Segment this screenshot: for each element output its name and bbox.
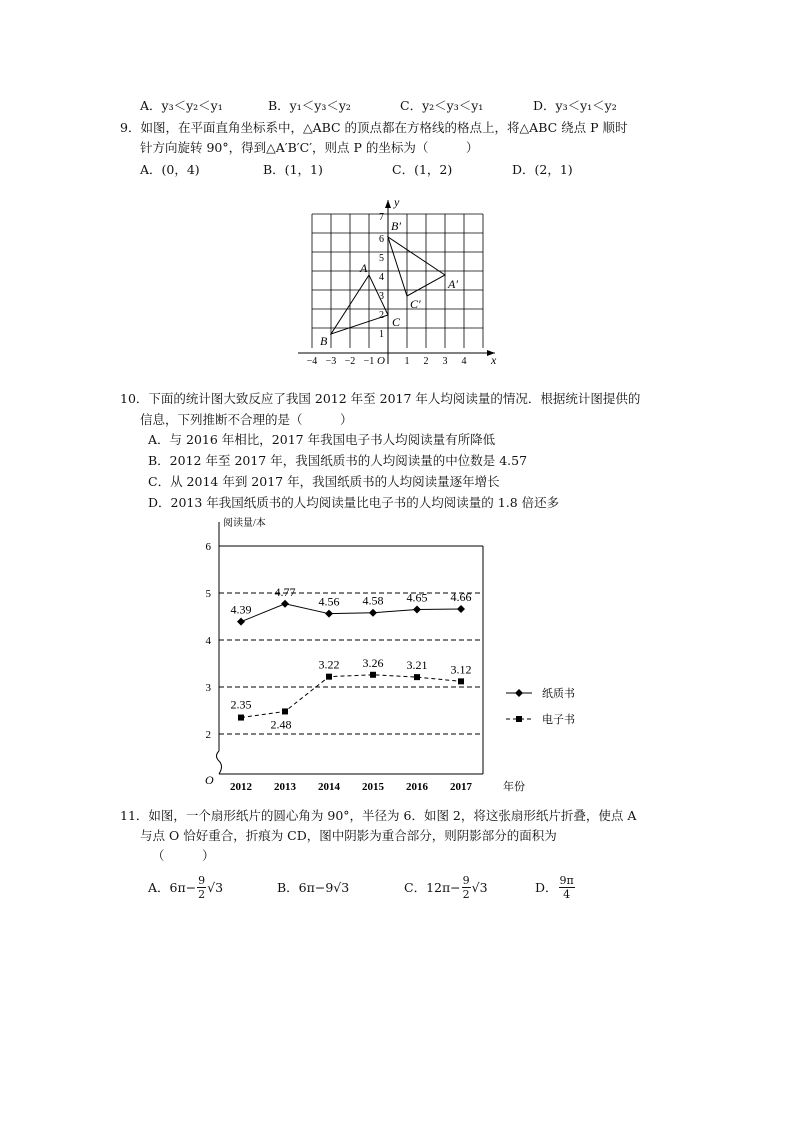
q9-x-ticks — [307, 356, 467, 367]
data-point — [370, 672, 376, 678]
data-label: 2.35 — [230, 697, 252, 712]
data-point — [281, 600, 289, 608]
radical: √3 — [471, 879, 488, 895]
data-label: 3.22 — [318, 657, 340, 672]
q10-option-b: B．2012 年至 2017 年，我国纸质书的人均阅读量的中位数是 4.57 — [148, 453, 528, 468]
chart-series — [231, 585, 472, 732]
q9-x-tick: 4 — [461, 356, 467, 367]
data-label: 3.12 — [450, 662, 472, 677]
q9-y-label: y — [394, 195, 400, 209]
data-label: 4.66 — [450, 589, 472, 604]
chart-y-tick-label: 2 — [205, 729, 211, 741]
q9-stem-line1: 9．如图，在平面直角坐标系中，△ABC 的顶点都在方格线的格点上，将△ABC 绕点 P 顺时 — [120, 120, 628, 135]
triangle-abc — [331, 275, 388, 334]
chart-x-label: 年份 — [503, 781, 525, 793]
radical: √3 — [207, 879, 224, 895]
q9-y-tick: 1 — [379, 329, 384, 340]
data-point — [282, 708, 288, 714]
q9-x-label: x — [491, 353, 497, 367]
q11-option-d-prefix: D． — [535, 880, 558, 895]
data-point — [457, 605, 465, 613]
q11-option-b-text: B．6π−9√3 — [277, 880, 350, 895]
q9-y-tick: 3 — [379, 291, 384, 302]
q9-y-tick: 7 — [379, 212, 384, 223]
chart-x-tick-label: 2017 — [450, 781, 472, 793]
q9-x-tick: −4 — [306, 356, 318, 367]
q11-option-c — [404, 872, 488, 902]
fraction-numerator: 9 — [198, 873, 206, 887]
q10-line-chart — [195, 512, 615, 797]
data-point — [326, 674, 332, 680]
fraction — [197, 874, 206, 901]
fraction-denominator: 2 — [198, 887, 206, 901]
chart-legend — [506, 686, 575, 726]
q10-option-d: D．2013 年我国纸质书的人均阅读量比电子书的人均阅读量的 1.8 倍还多 — [148, 495, 560, 510]
data-point — [458, 678, 464, 684]
point-label-b-prime: B′ — [391, 219, 401, 233]
data-point — [414, 674, 420, 680]
q11-option-d — [535, 872, 576, 902]
q9-y-tick: 5 — [379, 253, 384, 264]
chart-origin-label: O — [205, 773, 214, 787]
fraction-numerator: 9π — [559, 873, 574, 887]
legend-marker — [515, 689, 523, 697]
q9-x-tick: 1 — [404, 356, 410, 367]
fraction — [462, 874, 471, 901]
chart-axis-break — [217, 751, 222, 774]
chart-y-tick-label: 4 — [205, 635, 211, 647]
q9-y-tick: 2 — [379, 310, 384, 321]
data-point — [238, 715, 244, 721]
chart-y-label: 阅读量/本 — [223, 518, 266, 529]
q11-option-a-prefix: A．6π− — [148, 880, 197, 895]
q9-x-tick: 3 — [442, 356, 448, 367]
data-label: 4.39 — [230, 602, 252, 617]
q9-option-d: D．(2，1) — [512, 162, 573, 177]
point-label-c: C — [392, 315, 401, 329]
q11-stem-line1: 11．如图，一个扇形纸片的圆心角为 90°，半径为 6．如图 2，将这张扇形纸片折叠，使点 A — [120, 808, 637, 823]
q8-option-b: B．y₁＜y₃＜y₂ — [268, 98, 351, 113]
q10-stem-line1: 10．下面的统计图大致反应了我国 2012 年至 2017 年人均阅读量的情况．根据统计图提供的 — [120, 391, 641, 406]
legend-label: 电子书 — [542, 714, 575, 726]
data-point — [325, 610, 333, 618]
chart-y-tick-label: 5 — [205, 588, 211, 600]
data-label: 2.48 — [270, 717, 292, 732]
chart-y-tick-label: 6 — [205, 541, 211, 553]
data-point — [237, 618, 245, 626]
q9-option-b: B．(1，1) — [263, 162, 323, 177]
q9-y-tick: 4 — [379, 272, 384, 283]
series-line-paper — [241, 604, 461, 622]
point-label-b: B — [320, 334, 328, 348]
data-label: 4.77 — [274, 584, 296, 599]
chart-x-tick-label: 2012 — [230, 781, 252, 793]
q8-option-d: D．y₃＜y₁＜y₂ — [533, 98, 617, 113]
q11-option-a — [148, 872, 223, 902]
q9-stem-line2: 针方向旋转 90°，得到△A′B′C′，则点 P 的坐标为（ ） — [140, 140, 479, 155]
chart-x-tick-label: 2016 — [406, 781, 428, 793]
data-label: 4.58 — [362, 593, 384, 608]
data-label: 3.21 — [406, 658, 428, 673]
data-label: 4.56 — [318, 594, 340, 609]
q11-stem-line2: 与点 O 恰好重合，折痕为 CD，图中阴影为重合部分，则阴影部分的面积为 — [140, 828, 557, 843]
q8-option-c: C．y₂＜y₃＜y₁ — [400, 98, 484, 113]
q10-option-a: A．与 2016 年相比，2017 年我国电子书人均阅读量有所降低 — [148, 432, 496, 447]
fraction-numerator: 9 — [462, 873, 470, 887]
fraction-denominator: 4 — [563, 887, 571, 901]
q10-stem-line2: 信息，下列推断不合理的是（ ） — [140, 412, 353, 427]
q9-option-c: C．(1，2) — [392, 162, 453, 177]
data-label: 3.26 — [362, 655, 384, 670]
q9-x-tick: 2 — [423, 356, 429, 367]
triangle-a1b1c1 — [388, 237, 445, 296]
data-point — [413, 605, 421, 613]
q9-x-tick: −2 — [344, 356, 356, 367]
q11-option-c-prefix: C．12π− — [404, 880, 461, 895]
chart-x-tick-label: 2014 — [318, 781, 340, 793]
q11-option-b — [277, 872, 349, 902]
chart-x-tick-label: 2013 — [274, 781, 296, 793]
point-label-a: A — [360, 261, 368, 275]
chart-x-tick-label: 2015 — [362, 781, 384, 793]
q9-origin-label: O — [377, 355, 385, 367]
point-label-a-prime: A′ — [448, 277, 458, 291]
data-label: 4.65 — [406, 590, 428, 605]
q9-coordinate-figure — [290, 192, 505, 372]
series-line-ebook — [241, 675, 461, 718]
q10-option-c: C．从 2014 年到 2017 年，我国纸质书的人均阅读量逐年增长 — [148, 474, 500, 489]
legend-label: 纸质书 — [542, 688, 575, 700]
q9-option-a: A．(0，4) — [140, 162, 200, 177]
legend-marker — [516, 716, 522, 722]
q9-x-tick: −1 — [363, 356, 375, 367]
q9-x-tick: −3 — [325, 356, 337, 367]
q11-stem-line3: （ ） — [152, 848, 215, 863]
fraction — [559, 874, 575, 901]
chart-frame — [205, 516, 525, 793]
q8-option-a: A．y₃＜y₂＜y₁ — [140, 98, 223, 113]
data-point — [369, 609, 377, 617]
fraction-denominator: 2 — [462, 887, 470, 901]
chart-y-tick-label: 3 — [205, 682, 211, 694]
q9-y-tick: 6 — [379, 234, 384, 245]
q9-y-axis-arrow — [385, 200, 391, 208]
q9-y-ticks — [379, 212, 384, 340]
point-label-c-prime: C′ — [410, 297, 421, 311]
